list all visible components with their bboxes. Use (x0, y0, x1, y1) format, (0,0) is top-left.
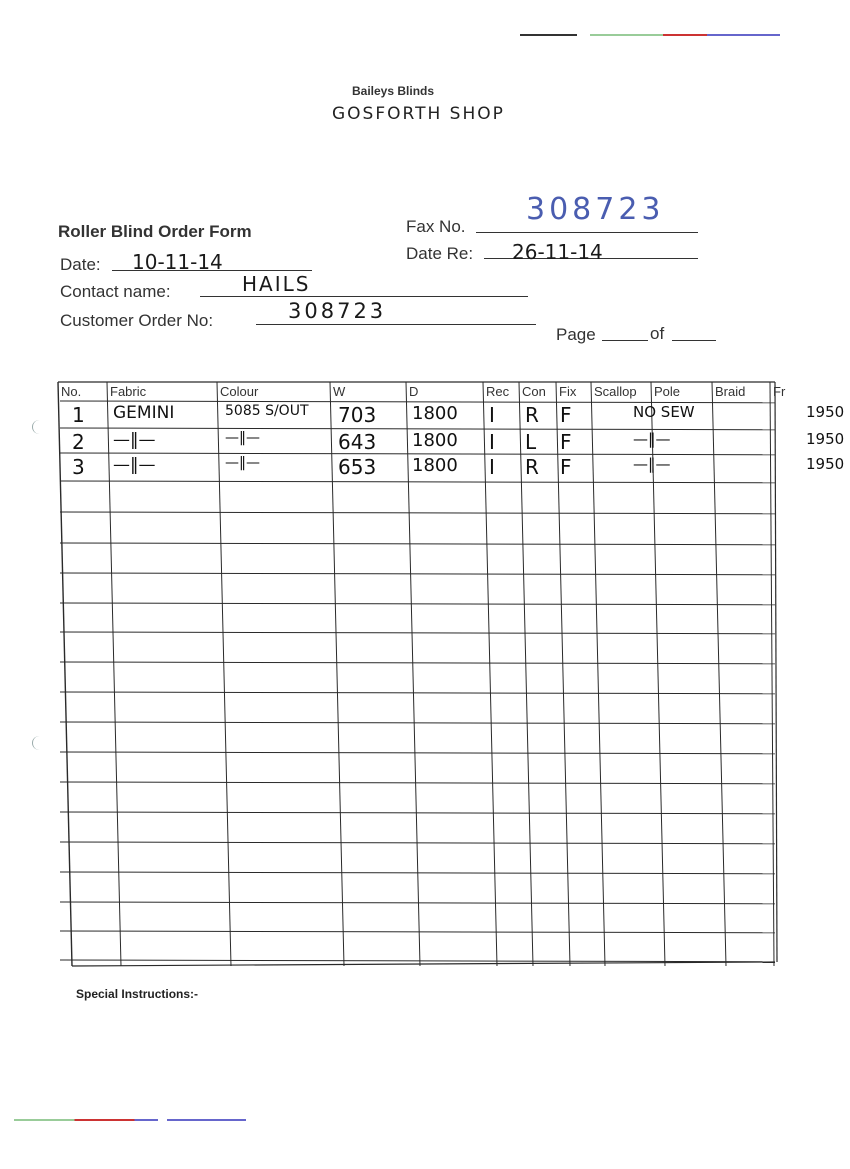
table-cell-fr: 1950 (806, 403, 845, 421)
table-grid-line (58, 382, 72, 966)
table-grid-line (60, 603, 775, 605)
table-cell-rec: I (489, 403, 495, 427)
column-header: Braid (715, 384, 746, 399)
table-cell-fix: F (560, 403, 572, 427)
table-cell-pole: —‖— (633, 455, 671, 473)
column-header: Fabric (110, 384, 147, 399)
table-cell-d: 1800 (412, 403, 458, 424)
table-grid-line (60, 960, 775, 962)
table-cell-colour: —‖— (225, 455, 260, 471)
table-grid-line (60, 902, 775, 904)
table-grid-line (60, 722, 775, 724)
table-cell-fix: F (560, 455, 572, 479)
table-cell-no: 3 (72, 455, 85, 479)
column-header: Pole (654, 384, 681, 399)
shop-name: GOSFORTH SHOP (332, 104, 505, 124)
table-grid-line (60, 632, 775, 634)
table-cell-rec: I (489, 455, 495, 479)
table-cell-fix: F (560, 430, 572, 454)
table-grid-line (60, 752, 775, 754)
table-grid-line (60, 662, 775, 664)
table-grid-line (775, 382, 777, 962)
table-grid-line (591, 382, 605, 966)
table-cell-pole: NO SEW (633, 403, 695, 421)
table-grid-line (60, 481, 775, 483)
table-grid-line (60, 931, 775, 933)
column-header: Fr (773, 384, 786, 399)
contact-value: HAILS (242, 272, 311, 296)
table-cell-fabric: GEMINI (113, 403, 175, 423)
table-grid-line (60, 573, 775, 575)
table-cell-con: L (525, 430, 537, 454)
customer-order-label: Customer Order No: (60, 311, 214, 330)
table-cell-no: 1 (72, 403, 85, 427)
table-grid-line (72, 962, 775, 966)
table-grid-line (60, 543, 775, 545)
table-cell-no: 2 (72, 430, 85, 454)
column-header: Scallop (594, 384, 637, 399)
column-header: No. (61, 384, 82, 399)
form-title: Roller Blind Order Form (58, 222, 252, 241)
date-re-value: 26-11-14 (512, 240, 603, 264)
special-instructions-label: Special Instructions:- (76, 987, 199, 1001)
fax-value: 308723 (526, 192, 665, 227)
table-cell-pole: —‖— (633, 430, 671, 448)
column-header: Colour (220, 384, 259, 399)
contact-label: Contact name: (60, 282, 171, 301)
table-grid-line (60, 812, 775, 814)
table-grid-line (60, 782, 775, 784)
table-grid-line (770, 382, 774, 966)
column-header: W (333, 384, 346, 399)
table-cell-con: R (525, 403, 539, 427)
page-label: Page (556, 325, 596, 344)
date-re-label: Date Re: (406, 244, 474, 263)
table-cell-colour: —‖— (225, 430, 260, 446)
table-cell-d: 1800 (412, 455, 458, 476)
date-value: 10-11-14 (132, 250, 223, 274)
table-grid-line (60, 512, 775, 514)
table-cell-w: 703 (338, 403, 377, 427)
company-name: Baileys Blinds (352, 84, 435, 98)
table-cell-fr: 1950 (806, 455, 845, 473)
column-header: D (409, 384, 419, 399)
table-cell-colour: 5085 S/OUT (225, 403, 309, 419)
date-label: Date: (60, 255, 101, 274)
column-header: Con (522, 384, 546, 399)
table-cell-fabric: —‖— (113, 430, 156, 450)
table-cell-w: 653 (338, 455, 377, 479)
column-header: Rec (486, 384, 510, 399)
fax-label: Fax No. (406, 217, 466, 236)
of-label: of (650, 324, 665, 343)
column-header: Fix (559, 384, 577, 399)
table-cell-rec: I (489, 430, 495, 454)
table-cell-d: 1800 (412, 430, 458, 451)
table-cell-con: R (525, 455, 539, 479)
table-grid-line (712, 382, 726, 966)
table-cell-w: 643 (338, 430, 377, 454)
table-cell-fabric: —‖— (113, 455, 156, 475)
table-cell-fr: 1950 (806, 430, 845, 448)
table-grid-line (60, 692, 775, 694)
customer-order-value: 308723 (288, 299, 387, 323)
